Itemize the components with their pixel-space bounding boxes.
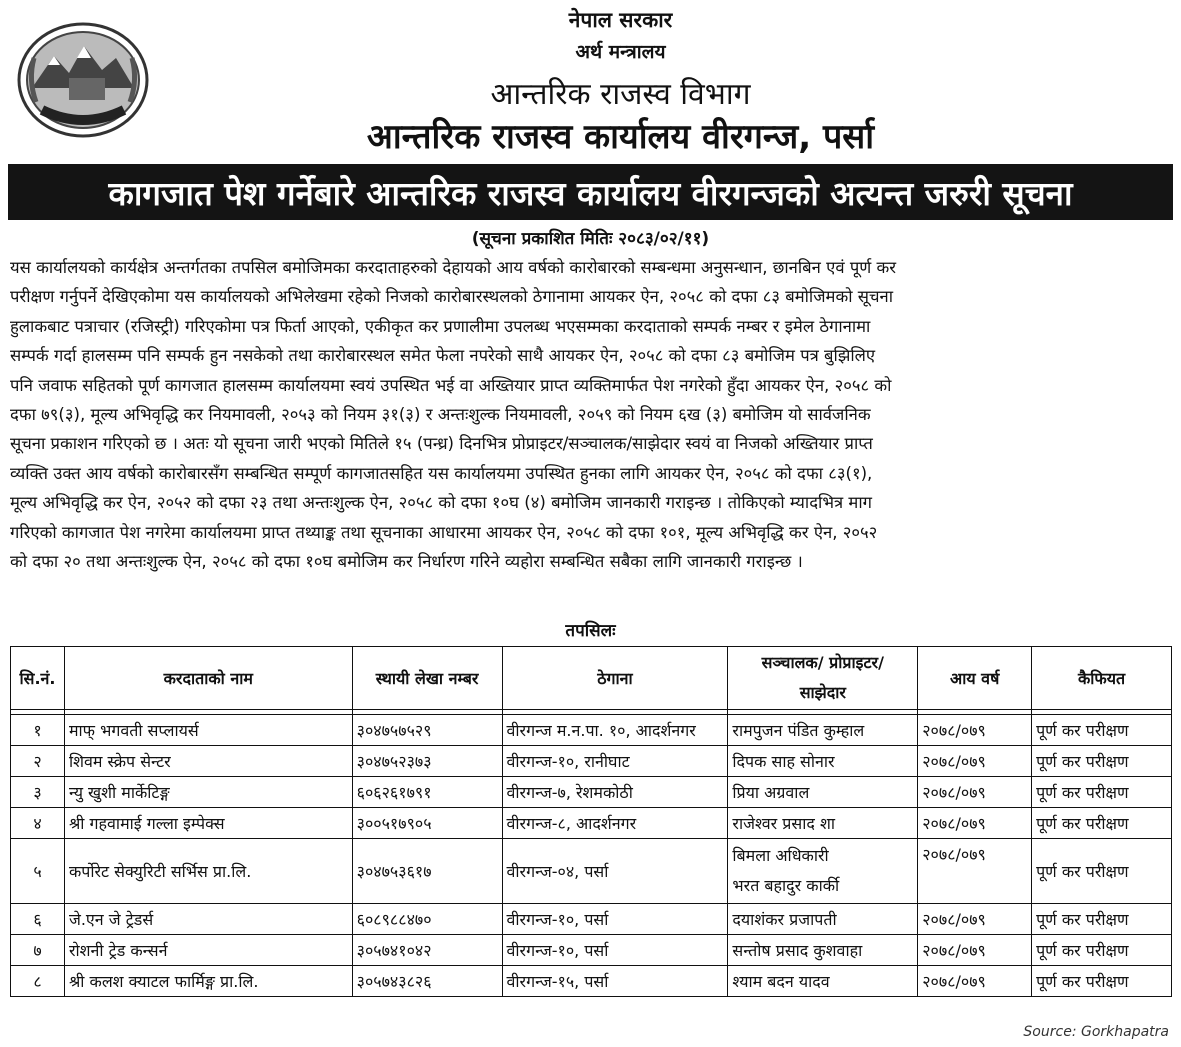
body-line: को दफा २० तथा अन्तःशुल्क ऐन, २०५८ को दफा १०घ बमोजिम कर निर्धारण गरिने व्यहोरा सम्बन्धित सबैका लागि जानकारी गराइन्छ । xyxy=(10,552,803,572)
cell-sn: ८ xyxy=(11,966,65,997)
cell-remarks: पूर्ण कर परीक्षण xyxy=(1032,839,1172,904)
cell-remarks: पूर्ण कर परीक्षण xyxy=(1032,904,1172,935)
tapsil-label: तपसिलः xyxy=(565,621,616,641)
cell-address: वीरगन्ज-७, रेशमकोठी xyxy=(502,777,728,808)
cell-remarks: पूर्ण कर परीक्षण xyxy=(1032,808,1172,839)
cell-remarks: पूर्ण कर परीक्षण xyxy=(1032,746,1172,777)
cell-name: न्यु खुशी मार्केटिङ्ग xyxy=(64,777,352,808)
cell-proprietor-line2: भरत बहादुर कार्की xyxy=(732,876,840,895)
cell-remarks: पूर्ण कर परीक्षण xyxy=(1032,966,1172,997)
cell-address: वीरगन्ज-०४, पर्सा xyxy=(502,839,728,904)
header-line-4: आन्तरिक राजस्व कार्यालय वीरगन्ज, पर्सा xyxy=(366,117,875,157)
cell-proprietor: दयाशंकर प्रजापती xyxy=(728,904,918,935)
body-line: व्यक्ति उक्त आय वर्षको कारोबारसँग सम्बन्धित सम्पूर्ण कागजातसहित यस कार्यालयमा उपस्थित हुनका लागि आयकर ऐन, २०५८ को दफा ८३(१), xyxy=(10,463,873,483)
table-row xyxy=(11,839,1172,904)
header-remarks: कैफियत xyxy=(1032,647,1172,710)
cell-sn: ५ xyxy=(11,839,65,904)
cell-proprietor: दिपक साह सोनार xyxy=(728,746,918,777)
header-address: ठेगाना xyxy=(502,647,728,710)
cell-year: २०७८/०७९ xyxy=(918,808,1032,839)
body-line: गरिएको कागजात पेश नगरेमा कार्यालयमा प्राप्त तथ्याङ्क तथा सूचनाका आधारमा आयकर ऐन, २०५८ को दफा १०१, मूल्य अभिवृद्धि कर ऐन, २०५२ xyxy=(10,522,878,542)
cell-pan: ३०४७५७५२९ xyxy=(352,715,502,746)
header-proprietor-line1: सञ्चालक/ प्रोप्राइटर/ xyxy=(761,653,884,672)
cell-proprietor: प्रिया अग्रवाल xyxy=(728,777,918,808)
cell-name: श्री कलश क्याटल फार्मिङ्ग प्रा.लि. xyxy=(64,966,352,997)
cell-year: २०७८/०७९ xyxy=(918,777,1032,808)
cell-proprietor: श्याम बदन यादव xyxy=(728,966,918,997)
table-row xyxy=(11,715,1172,746)
cell-name: श्री गहवामाई गल्ला इम्पेक्स xyxy=(64,808,352,839)
body-line: यस कार्यालयको कार्यक्षेत्र अन्तर्गतका तपसिल बमोजिमका करदाताहरुको देहायको आय वर्षको कारोबारको सम्बन्धमा अनुसन्धान, छानबिन एवं पूर्ण कर xyxy=(10,258,897,277)
header-name: करदाताको नाम xyxy=(64,647,352,710)
cell-pan: ३००५१७९०५ xyxy=(352,808,502,839)
notice-banner: कागजात पेश गर्नेबारे आन्तरिक राजस्व कार्यालय वीरगन्जको अत्यन्त जरुरी सूचना xyxy=(8,164,1173,220)
cell-pan: ३०५७४१०४२ xyxy=(352,935,502,966)
cell-proprietor xyxy=(728,839,918,904)
body-line: सूचना प्रकाशन गरिएको छ । अतः यो सूचना जारी भएको मितिले १५ (पन्ध्र) दिनभित्र प्रोप्राइटर/सञ्चालक/साझेदार स्वयं वा निजको अख्तियार प्राप्त xyxy=(10,434,873,454)
cell-name: शिवम स्क्रेप सेन्टर xyxy=(64,746,352,777)
table-row xyxy=(11,808,1172,839)
notice-body xyxy=(10,253,1171,576)
header-sn: सि.नं. xyxy=(11,647,65,710)
cell-address: वीरगन्ज म.न.पा. १०, आदर्शनगर xyxy=(502,715,728,746)
cell-address: वीरगन्ज-१०, पर्सा xyxy=(502,935,728,966)
cell-year: २०७८/०७९ xyxy=(918,715,1032,746)
cell-sn: २ xyxy=(11,746,65,777)
cell-pan: ३०५७४३८२६ xyxy=(352,966,502,997)
table-row xyxy=(11,777,1172,808)
cell-address: वीरगन्ज-१०, रानीघाट xyxy=(502,746,728,777)
table-row xyxy=(11,746,1172,777)
cell-sn: ४ xyxy=(11,808,65,839)
cell-remarks: पूर्ण कर परीक्षण xyxy=(1032,777,1172,808)
cell-proprietor: सन्तोष प्रसाद कुशवाहा xyxy=(728,935,918,966)
cell-year: २०७८/०७९ xyxy=(918,839,1032,904)
body-line: मूल्य अभिवृद्धि कर ऐन, २०५२ को दफा २३ तथा अन्तःशुल्क ऐन, २०५८ को दफा १०घ (४) बमोजिम जानकारी गराइन्छ । तोकिएको म्यादभित्र माग xyxy=(10,493,872,513)
cell-pan: ६०६२६१७९१ xyxy=(352,777,502,808)
cell-name: रोशनी ट्रेड कन्सर्न xyxy=(64,935,352,966)
header-proprietor-line2: साझेदार xyxy=(799,683,846,702)
cell-pan: ६०८९८८४७० xyxy=(352,904,502,935)
table-row xyxy=(11,966,1172,997)
cell-name: कर्पोरेट सेक्युरिटी सर्भिस प्रा.लि. xyxy=(64,839,352,904)
taxpayer-table xyxy=(10,646,1172,997)
cell-pan: ३०४७५३६१७ xyxy=(352,839,502,904)
cell-address: वीरगन्ज-१०, पर्सा xyxy=(502,904,728,935)
cell-pan: ३०४७५२३७३ xyxy=(352,746,502,777)
cell-year: २०७८/०७९ xyxy=(918,935,1032,966)
header-year: आय वर्ष xyxy=(918,647,1032,710)
source-credit: Source: Gorkhapatra xyxy=(1023,1024,1169,1040)
publication-date: (सूचना प्रकाशित मितिः २०८३/०२/११) xyxy=(471,229,710,249)
body-line: पनि जवाफ सहितको पूर्ण कागजात हालसम्म कार्यालयमा स्वयं उपस्थित भई वा अख्तियार प्राप्त व्यक्तिमार्फत पेश नगरेको हुँदा आयकर ऐन, २०५८ को xyxy=(10,375,892,395)
cell-year: २०७८/०७९ xyxy=(918,966,1032,997)
header-pan: स्थायी लेखा नम्बर xyxy=(352,647,502,710)
cell-address: वीरगन्ज-१५, पर्सा xyxy=(502,966,728,997)
table-row xyxy=(11,935,1172,966)
body-line: परीक्षण गर्नुपर्ने देखिएकोमा यस कार्यालयको अभिलेखमा रहेको निजको कारोबारस्थलको ठेगानामा आयकर ऐन, २०५८ को दफा ८३ बमोजिमको सूचना xyxy=(10,287,894,307)
cell-year: २०७८/०७९ xyxy=(918,746,1032,777)
cell-remarks: पूर्ण कर परीक्षण xyxy=(1032,935,1172,966)
cell-sn: ६ xyxy=(11,904,65,935)
header-line-3: आन्तरिक राजस्व विभाग xyxy=(490,77,751,112)
cell-proprietor: रामपुजन पंडित कुम्हाल xyxy=(728,715,918,746)
body-line: सम्पर्क गर्दा हालसम्म पनि सम्पर्क हुन नसकेको तथा कारोबारस्थल समेत फेला नपरेको साथै आयकर ऐन, २०५८ को दफा ८३ बमोजिम पत्र बुझिलिए xyxy=(10,346,876,366)
table-header-row xyxy=(11,647,1172,710)
body-line: हुलाकबाट पत्राचार (रजिस्ट्री) गरिएकोमा पत्र फिर्ता आएको, एकीकृत कर प्रणालीमा उपलब्ध भएसम्मका करदाताको सम्पर्क नम्बर र इमेल ठेगानामा xyxy=(10,316,871,336)
cell-proprietor: राजेश्वर प्रसाद शा xyxy=(728,808,918,839)
cell-name: माफ्‌ भगवती सप्लायर्स xyxy=(64,715,352,746)
cell-name: जे.एन जे ट्रेडर्स xyxy=(64,904,352,935)
table-row xyxy=(11,904,1172,935)
cell-sn: ७ xyxy=(11,935,65,966)
notice-header xyxy=(0,0,1181,160)
cell-proprietor-line1: बिमला अधिकारी xyxy=(732,846,829,865)
header-line-2: अर्थ मन्त्रालय xyxy=(575,41,666,63)
body-line: दफा ७९(३), मूल्य अभिवृद्धि कर नियमावली, २०५३ को नियम ३१(३) र अन्तःशुल्क नियमावली, २०५९ को नियम ६ख (३) बमोजिम यो सार्वजनिक xyxy=(10,405,871,425)
cell-remarks: पूर्ण कर परीक्षण xyxy=(1032,715,1172,746)
header-proprietor xyxy=(728,647,918,710)
cell-year: २०७८/०७९ xyxy=(918,904,1032,935)
header-line-1: नेपाल सरकार xyxy=(568,8,673,32)
cell-sn: ३ xyxy=(11,777,65,808)
cell-address: वीरगन्ज-८, आदर्शनगर xyxy=(502,808,728,839)
cell-sn: १ xyxy=(11,715,65,746)
